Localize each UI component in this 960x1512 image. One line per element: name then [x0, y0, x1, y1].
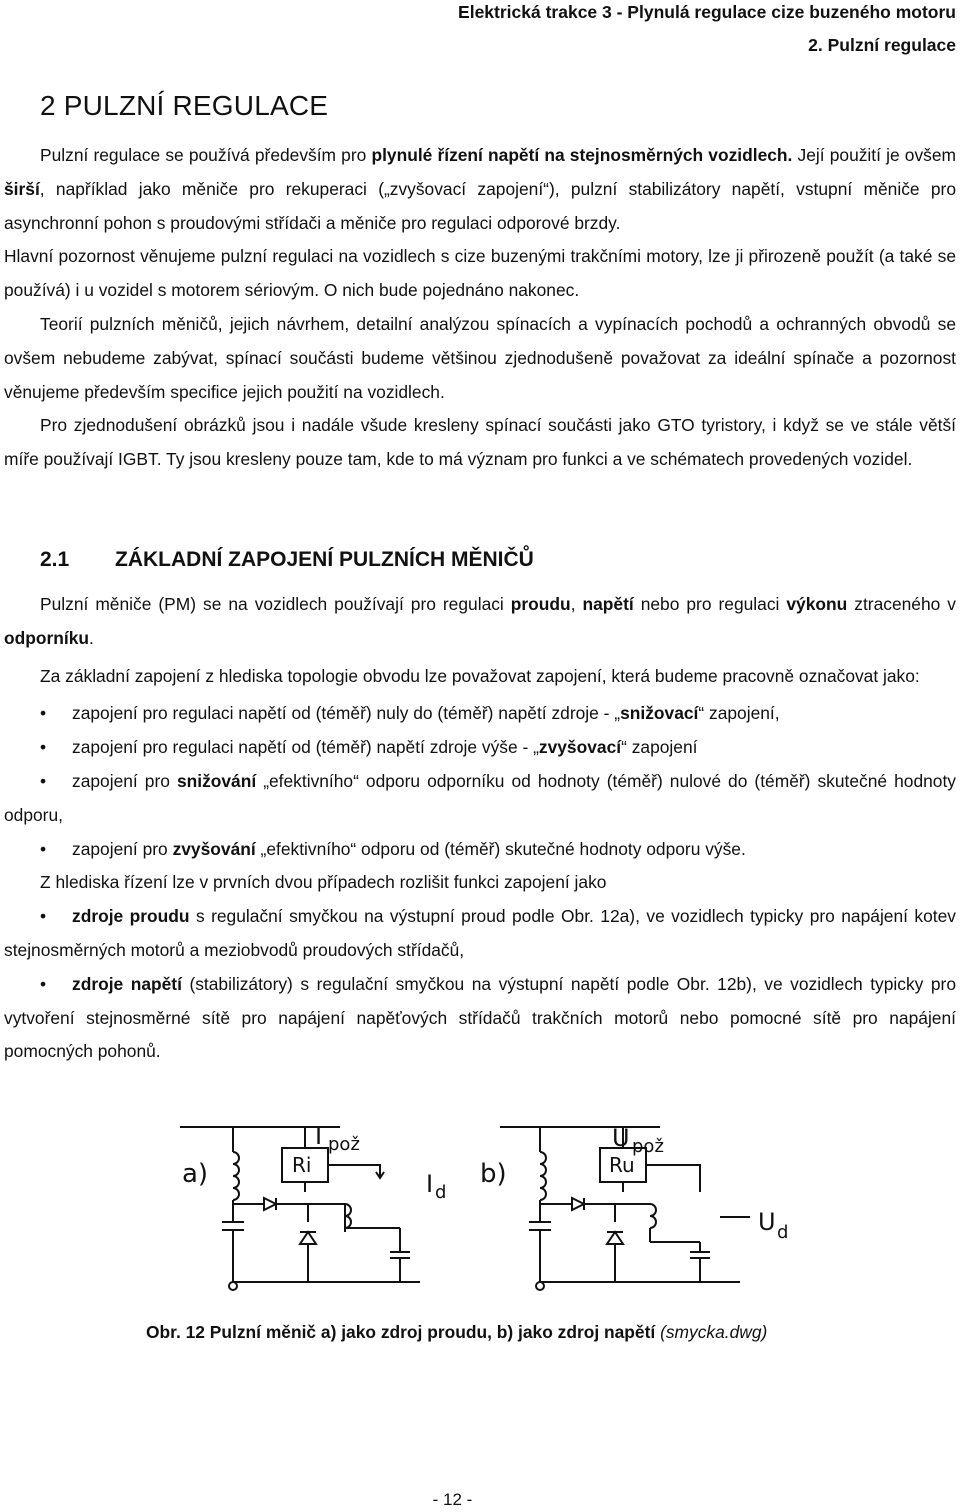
intro-paragraph-2: Hlavní pozornost věnujeme pulzní regulaci na vozidlech s cize buzenými trakčními motory, lze ji přirozeně použít (a také se používá) i u vozidel s motorem sériovým. O nich bude pojednáno nakonec.	[4, 246, 956, 301]
page-number: - 12 -	[432, 1490, 473, 1509]
list-item: • zapojení pro zvyšování „efektivního“ odporu od (téměř) skutečné hodnoty odporu výše.	[40, 838, 746, 859]
list-item: • zapojení pro regulaci napětí od (téměř) nuly do (téměř) napětí zdroje - „snižovací“ zapojení,	[40, 703, 780, 724]
label-ud-sub: d	[777, 1222, 789, 1243]
label-ipoz-sub: pož	[328, 1134, 360, 1155]
section-paragraph-1: Pulzní měniče (PM) se na vozidlech používají pro regulaci proudu, napětí nebo pro regulaci výkonu ztraceného v odporníku.	[4, 594, 956, 648]
running-header-title: Elektrická trakce 3 - Plynulá regulace cize buzeného motoru	[458, 2, 956, 22]
intro-paragraph-1: Pulzní regulace se používá především pro plynulé řízení napětí na stejnosměrných vozidlech. Její použití je ovšem širší, například jako měniče pro rekuperaci („zvyšovací zapojení“), pulzní stabilizátory napětí, vstupní měniče pro asynchronní pohon s proudovými střídači a měniče pro regulaci odporové brzdy.	[4, 145, 956, 233]
section-paragraph-2: Za základní zapojení z hlediska topologie obvodu lze považovat zapojení, která budeme pracovně označovat jako:	[40, 665, 920, 686]
section-text	[4, 588, 956, 1069]
running-header-chapter: 2. Pulzní regulace	[808, 35, 956, 55]
list-item: • zdroje proudu s regulační smyčkou na výstupní proud podle Obr. 12a), ve vozidlech typicky pro napájení kotev stejnosměrných motorů a meziobvodů proudových střídačů,	[4, 906, 956, 960]
label-a: a)	[182, 1159, 209, 1189]
intro-text	[4, 139, 956, 477]
intro-paragraph-4: Pro zjednodušení obrázků jsou i nadále všude kresleny spínací součásti jako GTO tyristory, i když se ve stále větší míře používají IGBT. Ty jsou kresleny pouze tam, kde to má význam pro funkci a ve schématech provedených vozidel.	[4, 415, 956, 470]
section-heading: 2.1 ZÁKLADNÍ ZAPOJENÍ PULZNÍCH MĚNIČŮ	[40, 548, 534, 571]
list-item: • zapojení pro snižování „efektivního“ odporu odporníku od hodnoty (téměř) nulové do (téměř) skutečné hodnoty odporu,	[4, 770, 956, 825]
section-paragraph-3: Z hlediska řízení lze v prvních dvou případech rozlišit funkci zapojení jako	[40, 872, 607, 893]
label-id-sub: d	[435, 1182, 447, 1203]
label-ru: Ru	[609, 1153, 635, 1177]
list-item: • zdroje napětí (stabilizátory) s regulační smyčkou na výstupní napětí podle Obr. 12b), ve vozidlech typicky pro vytvoření stejnosměrné sítě pro napájení napěťových střídačů trakčních motorů nebo pomocné sítě pro napájení pomocných pohonů.	[4, 973, 956, 1062]
label-ud: U	[758, 1208, 776, 1236]
figure-caption: Obr. 12 Pulzní měnič a) jako zdroj proudu, b) jako zdroj napětí (smycka.dwg)	[146, 1322, 768, 1342]
label-ri: Ri	[292, 1153, 312, 1177]
circuit-a	[180, 1127, 420, 1290]
label-upoz-sub: pož	[632, 1136, 664, 1157]
label-id: I	[426, 1170, 434, 1198]
topology-bullet-list	[4, 697, 956, 866]
circuit-diagram-figure	[180, 1122, 820, 1297]
intro-paragraph-3: Teorií pulzních měničů, jejich návrhem, detailní analýzou spínacích a vypínacích pochodů a ochranných obvodů se ovšem nebudeme zabývat, spínací součásti budeme většinou zjednodušeně považovat za ideální spínače a pozornost věnujeme především specifice jejich použití na vozidlech.	[4, 313, 956, 402]
label-ipoz: I	[315, 1122, 323, 1150]
label-upoz: U	[612, 1124, 630, 1152]
list-item: • zapojení pro regulaci napětí od (téměř) napětí zdroje výše - „zvyšovací“ zapojení	[40, 737, 698, 758]
control-bullet-list	[4, 900, 956, 1069]
chapter-title: 2 PULZNÍ REGULACE	[40, 90, 329, 121]
label-b: b)	[480, 1159, 507, 1189]
